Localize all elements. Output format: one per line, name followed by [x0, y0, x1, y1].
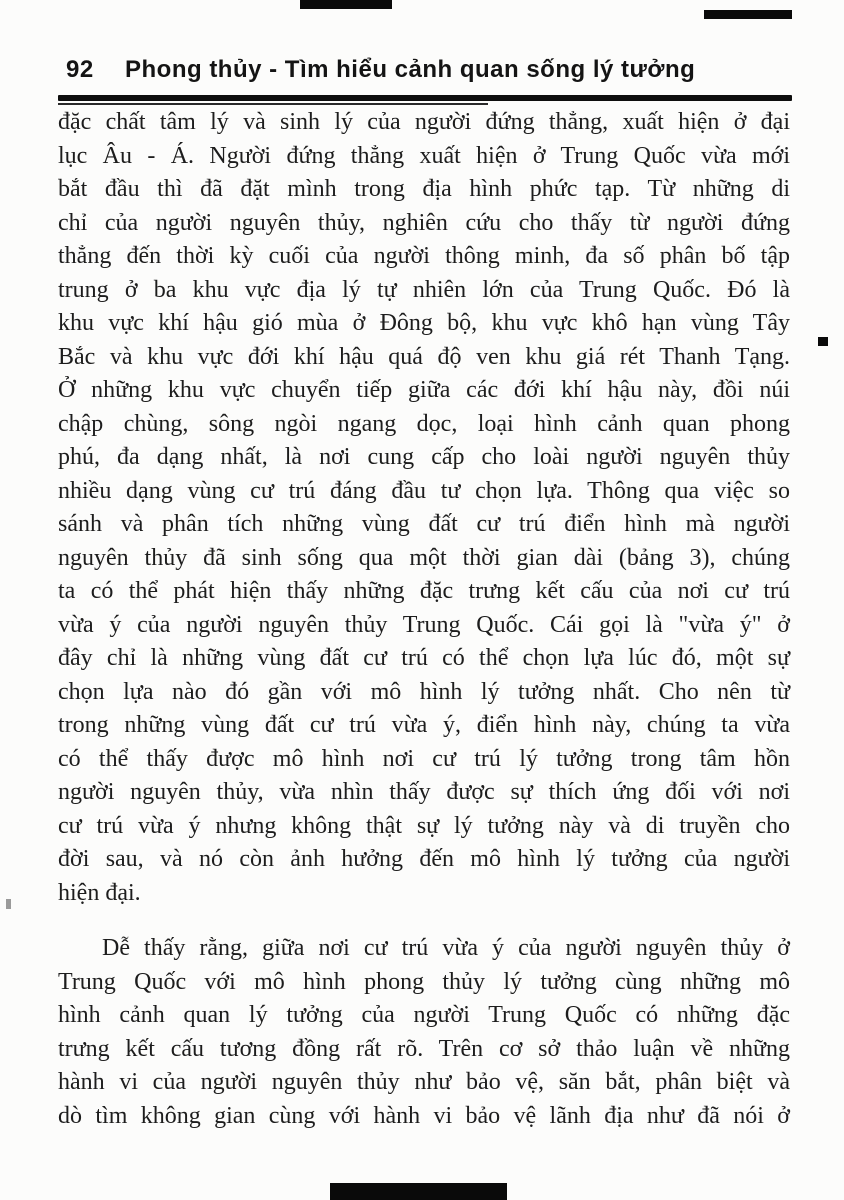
text-line: trung ở ba khu vực địa lý tự nhiên lớn của Trung Quốc. Đó là — [58, 276, 790, 303]
page-number: 92 — [66, 56, 94, 83]
text-line: dò tìm không gian cùng với hành vi bảo vệ lãnh địa như đã nói ở — [58, 1102, 790, 1129]
text-line: nguyên thủy đã sinh sống qua một thời gian dài (bảng 3), chúng — [58, 544, 790, 571]
text-line: chập chùng, sông ngòi ngang dọc, loại hình cảnh quan phong — [58, 410, 790, 437]
text-line: thẳng đến thời kỳ cuối của người thông minh, đa số phân bố tập — [58, 243, 790, 269]
text-line: có thể thấy được mô hình nơi cư trú lý tưởng trong tâm hồn — [58, 745, 790, 772]
header-rule-secondary — [58, 103, 488, 105]
scan-artifact-bar-top-right — [704, 10, 792, 19]
text-line: Bắc và khu vực đới khí hậu quá độ ven khu giá rét Thanh Tạng. — [58, 343, 790, 370]
running-title: Phong thủy - Tìm hiểu cảnh quan sống lý tưởng — [125, 56, 696, 83]
text-line: trưng kết cấu tương đồng rất rõ. Trên cơ sở thảo luận về những — [58, 1035, 790, 1062]
text-line: bắt đầu thì đã đặt mình trong địa hình phức tạp. Từ những di — [58, 176, 790, 202]
text-line: chọn lựa nào đó gần với mô hình lý tưởng nhất. Cho nên từ — [58, 678, 790, 705]
scan-artifact-dot-left-margin — [6, 899, 11, 909]
text-line: cư trú vừa ý nhưng không thật sự lý tưởng này và di truyền cho — [58, 812, 790, 839]
text-line: sánh và phân tích những vùng đất cư trú điển hình mà người — [58, 511, 790, 537]
text-line: Dễ thấy rằng, giữa nơi cư trú vừa ý của người nguyên thủy ở — [102, 935, 790, 961]
text-line: vừa ý của người nguyên thủy Trung Quốc. Cái gọi là "vừa ý" ở — [58, 611, 790, 638]
text-line: ta có thể phát hiện thấy những đặc trưng kết cấu của nơi cư trú — [58, 578, 790, 604]
paragraph-1 — [58, 106, 790, 910]
text-line: nhiều dạng vùng cư trú đáng đầu tư chọn lựa. Thông qua việc so — [58, 477, 790, 504]
scan-artifact-bar-top-center — [300, 0, 392, 9]
text-line: hình cảnh quan lý tưởng của người Trung Quốc có những đặc — [58, 1002, 790, 1028]
text-line: Ở những khu vực chuyển tiếp giữa các đới khí hậu này, đồi núi — [58, 377, 790, 403]
text-line: phú, đa dạng nhất, là nơi cung cấp cho loài người nguyên thủy — [58, 444, 790, 470]
text-line: khu vực khí hậu gió mùa ở Đông bộ, khu vực khô hạn vùng Tây — [58, 310, 790, 336]
text-line: người nguyên thủy, vừa nhìn thấy được sự thích ứng đối với nơi — [58, 779, 790, 805]
text-line: chỉ của người nguyên thủy, nghiên cứu cho thấy từ người đứng — [58, 209, 790, 236]
scan-artifact-bar-bottom — [330, 1183, 507, 1200]
header-rule — [58, 95, 792, 101]
paragraph-2 — [58, 932, 790, 1133]
text-line: đời sau, và nó còn ảnh hưởng đến mô hình lý tưởng của người — [58, 846, 790, 872]
scan-artifact-dash-right-margin — [818, 337, 828, 346]
text-line: hiện đại. — [58, 879, 141, 906]
text-line: Trung Quốc với mô hình phong thủy lý tưởng cùng những mô — [58, 968, 790, 995]
text-line: đặc chất tâm lý và sinh lý của người đứng thẳng, xuất hiện ở đại — [58, 109, 790, 135]
text-line: trong những vùng đất cư trú vừa ý, điển hình này, chúng ta vừa — [58, 712, 790, 738]
text-line: đây chỉ là những vùng đất cư trú có thể chọn lựa lúc đó, một sự — [58, 645, 790, 671]
text-line: hành vi của người nguyên thủy như bảo vệ, săn bắt, phân biệt và — [58, 1069, 790, 1095]
text-line: lục Âu - Á. Người đứng thẳng xuất hiện ở Trung Quốc vừa mới — [58, 142, 790, 169]
